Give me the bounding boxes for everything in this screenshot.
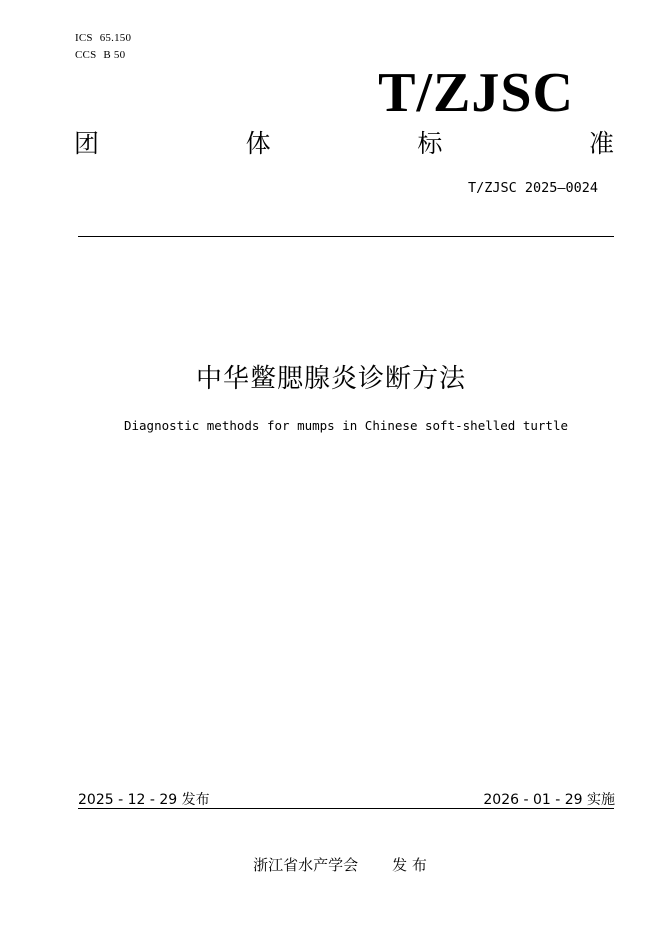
issuer-organization: 浙江省水产学会 [253,856,359,874]
ics-classification [75,32,131,44]
standard-type-heading [74,127,614,161]
ccs-label: CCS [75,49,97,61]
standard-type-char: 体 [245,129,271,158]
title-chinese: 中华鳖腮腺炎诊断方法 [195,364,466,394]
standard-type-char: 团 [74,129,100,158]
top-divider [78,236,614,237]
ics-value: 65.150 [99,32,132,44]
standard-logo: T/ZJSC [378,62,574,124]
ccs-value: B 50 [103,49,126,61]
standard-type-char: 准 [588,129,614,158]
bottom-divider [78,808,614,809]
publish-date: 2025 - 12 - 29 发布 [78,792,210,808]
issuer-line [0,854,662,875]
effective-date: 2026 - 01 - 29 实施 [483,792,615,808]
ics-label: ICS [75,32,93,44]
issuer-action: 发 布 [392,856,427,874]
standard-number: T/ZJSC 2025—0024 [467,180,598,196]
standard-type-char: 标 [417,129,443,158]
ccs-classification [75,49,125,61]
title-english: Diagnostic methods for mumps in Chinese soft-shelled turtle [123,418,568,433]
